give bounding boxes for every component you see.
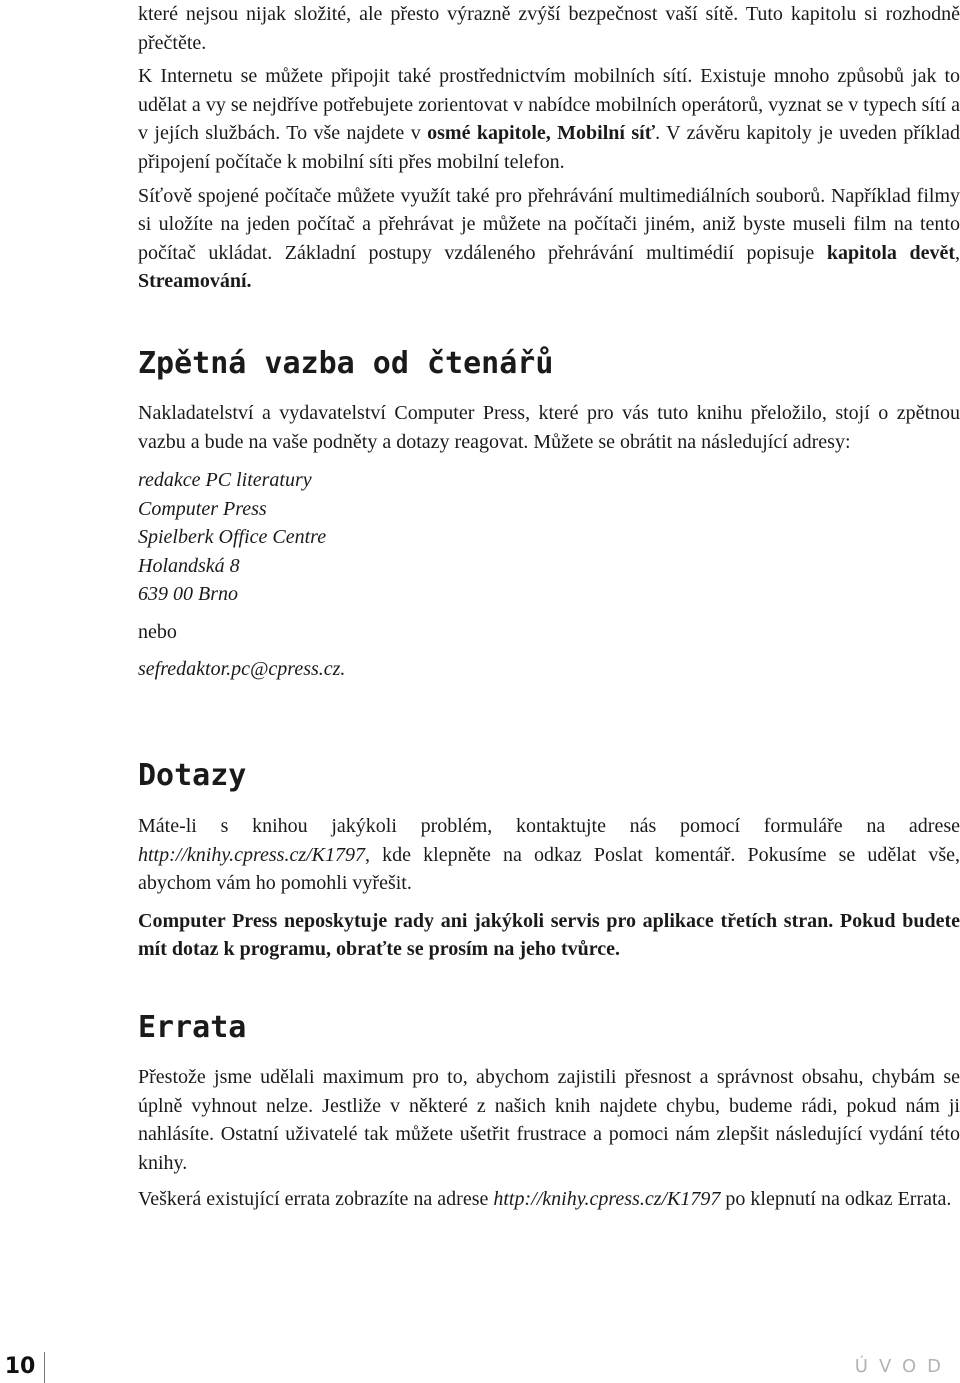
intro-paragraph-3-text: Síťově spojené počítače můžete využít také pro přehrávání multimediálních souborů. Například filmy si uložíte na jeden počítač a přehrávat je můžete na počítači jiném, aniž byste museli film na tento počítač ukládat. Základní postupy vzdáleného přehrávání multimédií popisuje (138, 184, 960, 264)
feedback-email-link[interactable]: sefredaktor.pc@cpress.cz. (138, 658, 346, 681)
intro-section (138, 0, 960, 296)
questions-section (138, 758, 960, 964)
errata-paragraph-2-text: Veškerá existující errata zobrazíte na adrese (138, 1188, 494, 1211)
intro-paragraph-3-sep: , (955, 241, 960, 264)
address-line: redakce PC literatury (138, 469, 312, 492)
running-footer-section: ÚVOD (854, 1356, 952, 1377)
page-number: 10 (4, 1354, 36, 1379)
questions-heading: Dotazy (138, 758, 247, 793)
feedback-email (138, 655, 960, 684)
feedback-address (138, 466, 960, 609)
questions-paragraph-2-bold: Computer Press neposkytuje rady ani jakýkoli servis pro aplikace třetích stran. Pokud budete mít dotaz k programu, obraťte se prosím na jeho tvůrce. (138, 909, 960, 961)
feedback-section (138, 346, 960, 684)
address-line: Spielberk Office Centre (138, 526, 327, 549)
questions-paragraph-1-tail: , kde klepněte na odkaz Poslat komentář. Pokusíme se udělat vše, abychom vám ho pomohli vyřešit. (138, 843, 960, 895)
intro-paragraph-3-bold-2: Streamování. (138, 270, 252, 293)
intro-paragraph-3 (138, 182, 960, 296)
errata-paragraph-2 (138, 1185, 960, 1214)
errata-paragraph-2-tail: po klepnutí na odkaz Errata. (720, 1188, 952, 1211)
errata-section (138, 1010, 960, 1214)
feedback-heading: Zpětná vazba od čtenářů (138, 346, 554, 381)
questions-link[interactable]: http://knihy.cpress.cz/K1797 (138, 843, 366, 866)
feedback-or: nebo (138, 620, 177, 643)
intro-paragraph-1: které nejsou nijak složité, ale přesto výrazně zvýší bezpečnost vaší sítě. Tuto kapitolu si rozhodně přečtěte. (138, 3, 960, 54)
intro-paragraph-2 (138, 62, 960, 176)
intro-paragraph-2-tail: . V závěru kapitoly je uveden příklad připojení počítače k mobilní síti přes mobilní telefon. (138, 122, 960, 173)
questions-paragraph-2 (138, 907, 960, 964)
errata-link[interactable]: http://knihy.cpress.cz/K1797 (493, 1188, 721, 1211)
address-line: Computer Press (138, 497, 267, 520)
feedback-paragraph: Nakladatelství a vydavatelství Computer Press, které pro vás tuto knihu přeložilo, stojí o zpětnou vazbu a bude na vaše podněty a dotazy reagovat. Můžete se obrátit na následující adresy: (138, 402, 960, 453)
errata-heading: Errata (138, 1010, 247, 1045)
intro-paragraph-2-text: K Internetu se můžete připojit také prostřednictvím mobilních sítí. Existuje mnoho způsobů jak to udělat a vy se nejdříve potřebujete zorientovat v nabídce mobilních operátorů, vyznat se v typech sítí a v jejích službách. To vše najdete v (138, 65, 960, 145)
footer-divider (44, 1352, 45, 1383)
intro-paragraph-2-bold: osmé kapitole, Mobilní síť (427, 122, 656, 145)
questions-paragraph-1-text: Máte-li s knihou jakýkoli problém, kontaktujte nás pomocí formuláře na adrese (138, 815, 960, 837)
intro-paragraph-3-bold: kapitola devět (826, 241, 956, 264)
errata-paragraph-1: Přestože jsme udělali maximum pro to, abychom zajistili přesnost a správnost obsahu, chybám se úplně vyhnout nelze. Jestliže v některé z našich knih najdete chybu, budeme rádi, pokud nám ji nahlásíte. Ostatní uživatelé tak můžete ušetřit frustrace a pomoci nám zlepšit následující vydání této knihy. (138, 1066, 960, 1174)
address-line: Holandská 8 (138, 554, 240, 577)
questions-paragraph-1 (138, 812, 960, 898)
address-line: 639 00 Brno (138, 583, 238, 606)
